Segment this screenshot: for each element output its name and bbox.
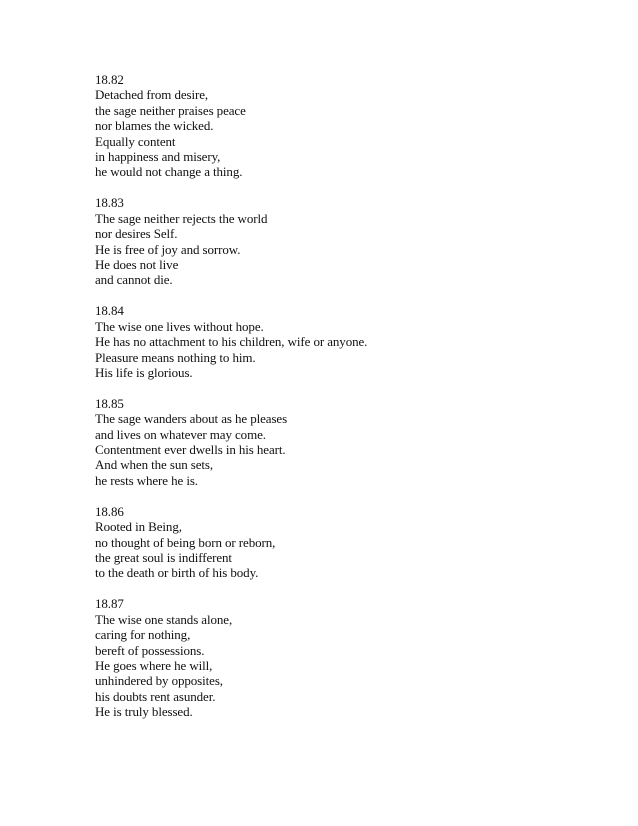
verse-line: Equally content bbox=[95, 133, 176, 149]
verse-line: And when the sun sets, bbox=[95, 457, 214, 473]
verse-line: the great soul is indifferent bbox=[95, 549, 232, 565]
verse-line: nor blames the wicked. bbox=[95, 118, 214, 134]
verse-18-86 bbox=[95, 504, 615, 581]
verse-number: 18.85 bbox=[95, 395, 124, 411]
verse-line: The wise one stands alone, bbox=[95, 611, 233, 627]
verse-number: 18.83 bbox=[95, 195, 124, 211]
verse-number: 18.87 bbox=[95, 596, 124, 612]
verse-line: he would not change a thing. bbox=[95, 164, 243, 180]
verse-line: and lives on whatever may come. bbox=[95, 426, 266, 442]
verse-line: Rooted in Being, bbox=[95, 519, 182, 535]
verse-number: 18.84 bbox=[95, 303, 124, 319]
document-page bbox=[95, 72, 615, 735]
verse-line: to the death or birth of his body. bbox=[95, 565, 259, 581]
verse-line: He has no attachment to his children, wife or anyone. bbox=[95, 334, 368, 350]
verse-line: He does not live bbox=[95, 256, 179, 272]
verse-line: and cannot die. bbox=[95, 272, 173, 288]
verse-number: 18.82 bbox=[95, 72, 124, 87]
verse-line: bereft of possessions. bbox=[95, 642, 205, 658]
verse-line: his doubts rent asunder. bbox=[95, 688, 216, 704]
verse-line: He is free of joy and sorrow. bbox=[95, 241, 241, 257]
verse-line: unhindered by opposites, bbox=[95, 673, 223, 689]
verse-line: caring for nothing, bbox=[95, 627, 191, 643]
verse-line: in happiness and misery, bbox=[95, 149, 221, 165]
verse-line: The sage neither rejects the world bbox=[95, 210, 268, 226]
verse-line: he rests where he is. bbox=[95, 472, 198, 488]
verse-18-84 bbox=[95, 303, 615, 380]
verse-line: Contentment ever dwells in his heart. bbox=[95, 442, 286, 458]
verse-18-83 bbox=[95, 195, 615, 287]
verse-number: 18.86 bbox=[95, 503, 124, 519]
verse-line: He goes where he will, bbox=[95, 657, 213, 673]
verse-line: no thought of being born or reborn, bbox=[95, 534, 276, 550]
verse-line: the sage neither praises peace bbox=[95, 102, 246, 118]
verse-18-82 bbox=[95, 72, 615, 180]
verse-line: He is truly blessed. bbox=[95, 704, 193, 720]
verse-line: The wise one lives without hope. bbox=[95, 318, 264, 334]
verse-line: The sage wanders about as he pleases bbox=[95, 411, 288, 427]
verse-line: His life is glorious. bbox=[95, 364, 193, 380]
verse-18-85 bbox=[95, 396, 615, 488]
verse-line: Detached from desire, bbox=[95, 87, 209, 103]
verse-line: Pleasure means nothing to him. bbox=[95, 349, 256, 365]
verse-18-87 bbox=[95, 596, 615, 719]
verse-line: nor desires Self. bbox=[95, 226, 178, 242]
